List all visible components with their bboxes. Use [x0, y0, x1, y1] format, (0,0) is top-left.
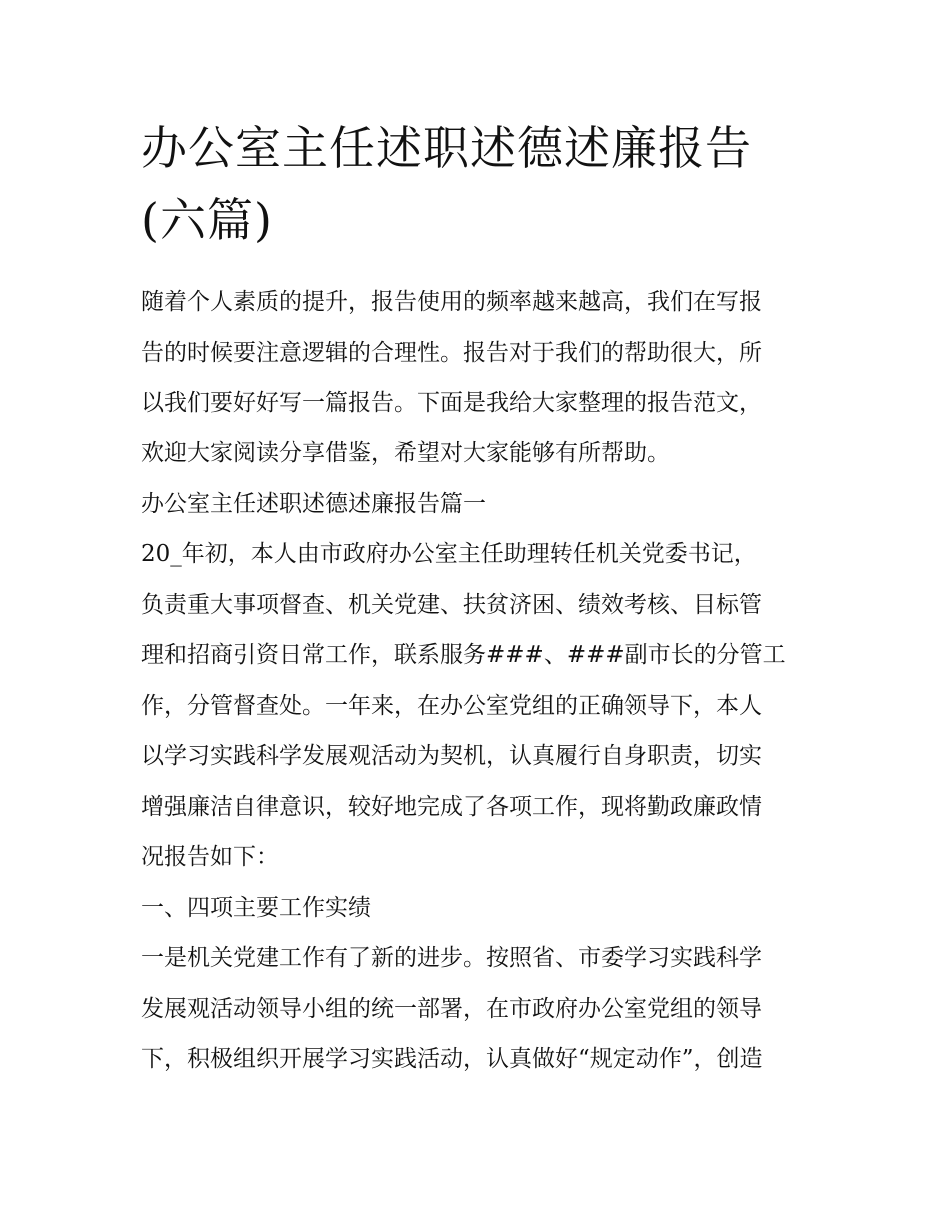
title-line-1: 办公室主任述职述德述廉报告: [141, 121, 752, 175]
paragraph-line: 作，分管督查处。一年来，在办公室党组的正确领导下，本人: [141, 693, 762, 719]
document-title: [141, 112, 821, 256]
paragraph-line: 况报告如下：: [141, 844, 279, 870]
paragraph-line: 一是机关党建工作有了新的进步。按照省、市委学习实践科学: [141, 945, 762, 971]
paragraph-line: 以我们要好好写一篇报告。下面是我给大家整理的报告范文，: [141, 390, 762, 416]
paragraph-line: 告的时候要注意逻辑的合理性。报告对于我们的帮助很大，所: [141, 340, 762, 366]
paragraph-line: 欢迎大家阅读分享借鉴，希望对大家能够有所帮助。: [141, 440, 670, 466]
paragraph-line: 20_年初，本人由市政府办公室主任助理转任机关党委书记，: [141, 541, 757, 567]
paragraph-line: 以学习实践科学发展观活动为契机，认真履行自身职责，切实: [141, 743, 762, 769]
paragraph-line: 增强廉洁自律意识，较好地完成了各项工作，现将勤政廉政情: [141, 794, 762, 820]
paragraph-line: 随着个人素质的提升，报告使用的频率越来越高，我们在写报: [141, 289, 762, 315]
paragraph-line: 下，积极组织开展学习实践活动，认真做好“规定动作”，创造: [141, 1046, 763, 1072]
paragraph-line: 发展观活动领导小组的统一部署，在市政府办公室党组的领导: [141, 996, 762, 1022]
paragraph-line: 负责重大事项督查、机关党建、扶贫济困、绩效考核、目标管: [141, 592, 762, 618]
section-heading: 办公室主任述职述德述廉报告篇一: [141, 491, 486, 517]
section-heading: 一、四项主要工作实绩: [141, 895, 371, 921]
paragraph-line: 理和招商引资日常工作，联系服务###、###副市长的分管工: [141, 642, 786, 668]
title-line-2: (六篇): [141, 193, 273, 247]
